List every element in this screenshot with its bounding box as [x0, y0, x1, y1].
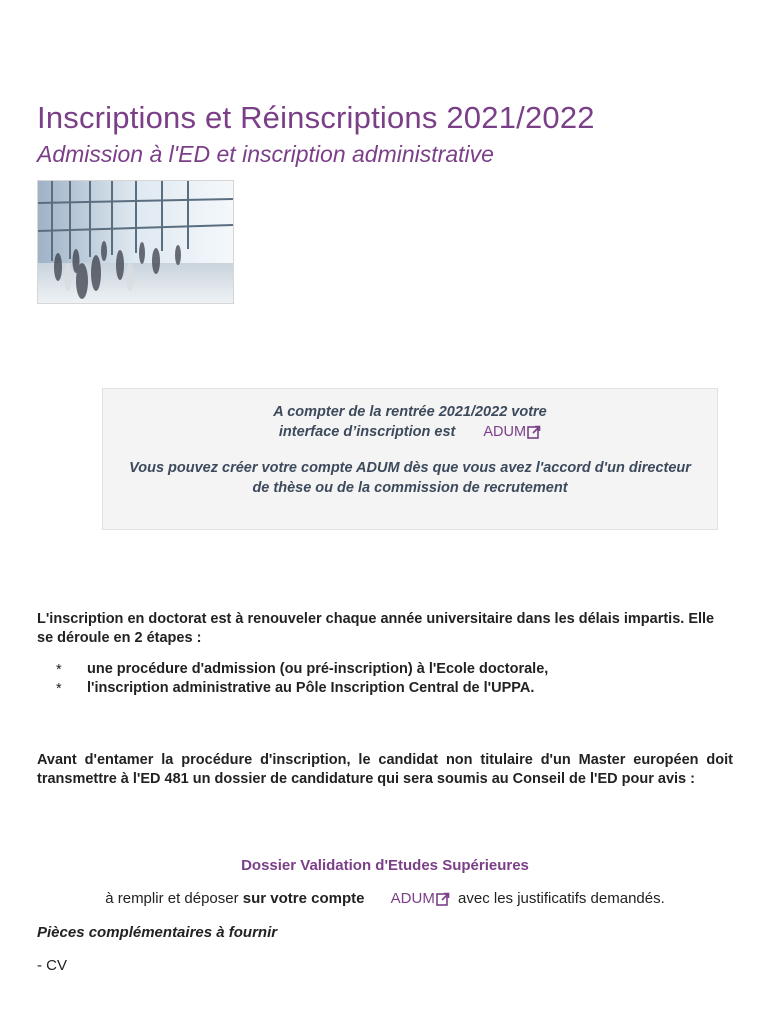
external-link-icon: [436, 892, 450, 906]
bullet: *: [56, 681, 62, 697]
cv-item: - CV: [37, 957, 67, 974]
list-item-text: l'inscription administrative au Pôle Inscription Central de l'UPPA.: [87, 680, 535, 696]
adum-account-link-label: ADUM: [390, 890, 435, 907]
notice-line-1: A compter de la rentrée 2021/2022 votre: [273, 404, 547, 420]
adum-link[interactable]: [483, 422, 541, 442]
adum-notice-box: [102, 388, 718, 530]
pieces-heading: Pièces complémentaires à fournir: [37, 924, 278, 941]
notice-line-2: [103, 422, 717, 442]
dossier-validation-link[interactable]: Dossier Validation d'Etudes Supérieures: [241, 857, 529, 874]
adum-link-label: ADUM: [483, 424, 527, 440]
adum-account-link[interactable]: [391, 890, 450, 907]
photo-icon: [38, 181, 233, 303]
candidate-paragraph: Avant d'entamer la procédure d'inscription, le candidat non titulaire d'un Master européen doit transmettre à l'ED 481 un dossier de candidature qui sera soumis au Conseil de l'ED pour avis :: [37, 752, 733, 787]
page-subtitle: Admission à l'ED et inscription administrative: [37, 141, 494, 167]
notice-paragraph: Vous pouvez créer votre compte ADUM dès que vous avez l'accord d'un directeur de thèse ou de la commission de recrutement: [129, 460, 691, 496]
bullet: *: [56, 662, 62, 678]
header-photo: [37, 180, 234, 304]
intro-paragraph: L'inscription en doctorat est à renouveler chaque année universitaire dans les délais impartis. Elle se déroule en 2 étapes :: [37, 611, 715, 646]
external-link-icon: [527, 425, 541, 439]
list-item: [37, 679, 733, 698]
remplir-strong: sur votre compte: [242, 890, 365, 907]
notice-line-2-text: interface d’inscription est: [278, 424, 456, 440]
remplir-prefix: à remplir et déposer: [105, 890, 243, 907]
remplir-suffix: avec les justificatifs demandés.: [458, 890, 665, 907]
page-title: Inscriptions et Réinscriptions 2021/2022: [37, 100, 595, 135]
list-item-text: une procédure d'admission (ou pré-inscription) à l'Ecole doctorale,: [87, 661, 549, 677]
steps-list: [37, 660, 733, 698]
list-item: [37, 660, 733, 679]
remplir-line: [0, 890, 770, 907]
